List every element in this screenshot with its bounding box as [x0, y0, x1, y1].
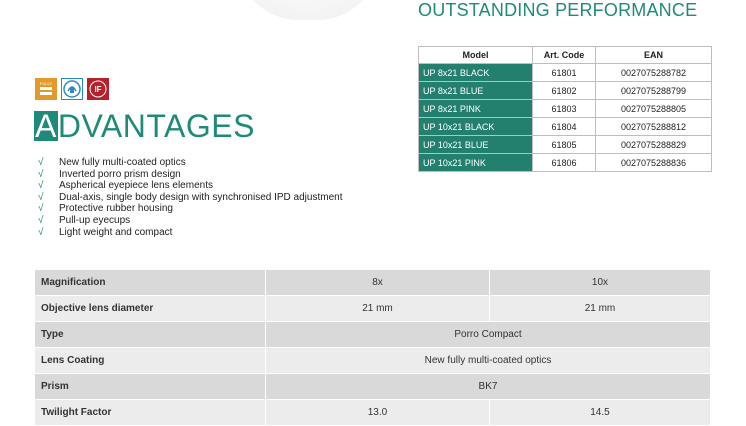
advantage-item	[38, 169, 342, 181]
spec-value: 8x	[266, 270, 490, 296]
model-name-cell: UP 8x21 BLACK	[419, 64, 533, 82]
advantage-text: Aspherical eyepiece lens elements	[59, 180, 213, 192]
spec-value: Porro Compact	[266, 322, 711, 348]
spec-value: 14.5	[489, 400, 710, 426]
advantage-text: Dual-axis, single body design with synchronised IPD adjustment	[59, 191, 343, 203]
art-code-cell: 61803	[533, 100, 596, 118]
model-name-cell: UP 10x21 BLUE	[419, 136, 533, 154]
ean-cell: 0027075288782	[596, 64, 712, 82]
spec-label: Twilight Factor	[35, 400, 266, 426]
models-row	[419, 82, 712, 100]
check-icon: √	[38, 226, 44, 238]
spec-value: 10x	[489, 270, 710, 296]
model-name-cell: UP 10x21 BLACK	[419, 118, 533, 136]
models-row	[419, 154, 712, 172]
model-name-cell: UP 8x21 BLUE	[419, 82, 533, 100]
models-row	[419, 136, 712, 154]
spec-label: Objective lens diameter	[35, 296, 266, 322]
spec-label: Prism	[35, 374, 266, 400]
ean-cell: 0027075288829	[596, 136, 712, 154]
check-icon: √	[38, 203, 44, 215]
if-icon-text: IF	[94, 85, 102, 94]
models-header-model: Model	[419, 47, 533, 64]
check-icon: √	[38, 157, 44, 168]
models-row	[419, 100, 712, 118]
advantages-title-rest: DVANTAGES	[57, 108, 255, 144]
models-table	[418, 46, 712, 172]
models-row	[419, 64, 712, 82]
product-image-fragment	[238, 0, 378, 20]
advantage-item	[38, 180, 342, 192]
models-header-ean: EAN	[596, 47, 712, 64]
headline: OUTSTANDING PERFORMANCE	[418, 0, 698, 20]
waterproof-icon	[61, 78, 83, 100]
art-code-cell: 61806	[533, 154, 596, 172]
spec-label: Type	[35, 322, 266, 348]
ean-cell: 0027075288805	[596, 100, 712, 118]
spec-row	[35, 296, 710, 322]
advantage-text: Inverted porro prism design	[59, 168, 181, 180]
check-icon: √	[38, 214, 44, 226]
spec-value: 21 mm	[266, 296, 490, 322]
feature-badges	[35, 78, 109, 100]
models-header-code: Art. Code	[533, 47, 596, 64]
model-name-cell: UP 8x21 PINK	[419, 100, 533, 118]
advantage-item	[38, 192, 342, 204]
spec-row	[35, 322, 710, 348]
model-name-cell: UP 10x21 PINK	[419, 154, 533, 172]
art-code-cell: 61802	[533, 82, 596, 100]
spec-value: 21 mm	[489, 296, 710, 322]
art-code-cell: 61805	[533, 136, 596, 154]
ean-cell: 0027075288799	[596, 82, 712, 100]
models-row	[419, 118, 712, 136]
advantage-item	[38, 203, 342, 215]
spec-label: Lens Coating	[35, 348, 266, 374]
advantages-title	[34, 108, 255, 144]
advantage-text: Light weight and compact	[59, 226, 173, 238]
advantage-item	[38, 227, 342, 239]
spec-row	[35, 374, 710, 400]
fully-coated-icon-text: FULLY	[39, 81, 53, 86]
advantage-text: Protective rubber housing	[59, 203, 173, 215]
advantage-text: New fully multi-coated optics	[59, 157, 186, 168]
advantage-item	[38, 157, 342, 169]
spec-row	[35, 270, 710, 296]
advantages-title-initial: A	[35, 108, 57, 144]
art-code-cell: 61801	[533, 64, 596, 82]
art-code-cell: 61804	[533, 118, 596, 136]
spec-row	[35, 400, 710, 426]
fully-coated-icon	[35, 78, 57, 100]
check-icon: √	[38, 191, 44, 203]
spec-value: New fully multi-coated optics	[266, 348, 711, 374]
advantages-list	[38, 157, 342, 238]
specs-table	[35, 269, 710, 426]
spec-value: BK7	[266, 374, 711, 400]
check-icon: √	[38, 180, 44, 192]
ean-cell: 0027075288836	[596, 154, 712, 172]
ean-cell: 0027075288812	[596, 118, 712, 136]
advantage-item	[38, 215, 342, 227]
spec-row	[35, 348, 710, 374]
spec-value: 13.0	[266, 400, 490, 426]
advantage-text: Pull-up eyecups	[59, 214, 131, 226]
check-icon: √	[38, 168, 44, 180]
if-icon	[87, 78, 109, 100]
spec-label: Magnification	[35, 270, 266, 296]
